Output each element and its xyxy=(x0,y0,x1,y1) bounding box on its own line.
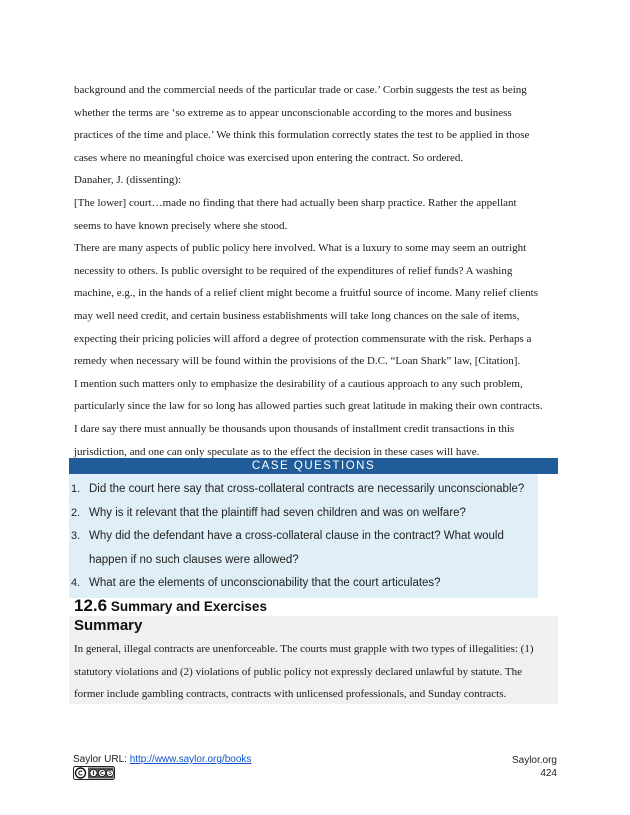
saylor-books-link[interactable]: http://www.saylor.org/books xyxy=(129,754,252,765)
footer-right xyxy=(512,754,557,780)
paragraph-line: I mention such matters only to emphasize the desirability of a cautious approach to any such problem, xyxy=(74,377,523,390)
summary-line: former include gambling contracts, contracts with unlicensed professionals, and Sunday contracts. xyxy=(74,688,507,700)
paragraph-line: jurisdiction, and one can only speculate as to the effect the decision in these cases will have. xyxy=(74,445,480,458)
footer-site: Saylor.org xyxy=(511,755,557,766)
question-text: happen if no such clauses were allowed? xyxy=(89,553,299,566)
summary-line: statutory violations and (2) violations of public policy not expressly declared unlawful by statute. The xyxy=(74,665,522,678)
paragraph-line: There are many aspects of public policy here involved. What is a luxury to some may seem an outright xyxy=(74,242,527,255)
paragraph-line: practices of the time and place.’ We think this formulation correctly states the test to be applied in those xyxy=(74,129,530,142)
question-item-continuation xyxy=(69,549,538,573)
question-item xyxy=(69,478,538,502)
question-number: 1. xyxy=(71,483,81,495)
section-title: Summary and Exercises xyxy=(110,599,267,614)
question-text: What are the elements of unconscionability that the court articulates? xyxy=(89,577,441,589)
paragraph-line: particularly since the law for so long has allowed parties such great latitude in making their own contracts. xyxy=(74,400,543,413)
question-item xyxy=(69,502,538,526)
question-item xyxy=(69,572,538,596)
opinion-text xyxy=(74,79,560,463)
case-questions-box xyxy=(69,458,558,598)
page-number: 424 xyxy=(540,768,557,779)
case-questions-list xyxy=(69,478,538,596)
question-item xyxy=(69,525,538,549)
summary-text xyxy=(74,638,556,706)
footer-url xyxy=(73,754,251,765)
section-heading xyxy=(74,596,267,616)
paragraph-line: may well need credit, and certain business establishments will take long chances on the sale of items, xyxy=(74,309,520,322)
paragraph-line: expecting their pricing policies will afford a degree of protection commensurate with the risk. Perhaps a xyxy=(74,332,532,345)
paragraph-line: seems to have known precisely where she stood. xyxy=(74,219,288,232)
paragraph-line: I dare say there must annually be thousands upon thousands of installment credit transactions in this xyxy=(74,422,515,435)
question-number: 3. xyxy=(71,530,81,542)
paragraph-line: background and the commercial needs of the particular trade or case.’ Corbin suggests the test as being xyxy=(74,84,527,96)
paragraph-line: remedy when necessary will be found within the provisions of the D.C. “Loan Shark” law, [Citation]. xyxy=(74,355,521,368)
summary-heading: Summary xyxy=(74,617,143,634)
question-number: 2. xyxy=(71,506,81,519)
creative-commons-license-icon[interactable] xyxy=(73,766,115,780)
paragraph-line: necessity to others. Is public oversight to be required of the expenditures of relief funds? A washing xyxy=(74,264,513,277)
question-text: Did the court here say that cross-collateral contracts are necessarily unconscionable? xyxy=(89,483,525,495)
question-text: Why did the defendant have a cross-collateral clause in the contract? What would xyxy=(89,530,504,542)
case-questions-body xyxy=(69,474,538,598)
paragraph-line: machine, e.g., in the hands of a relief client might become a fruitful source of income. Many relief clients xyxy=(74,287,538,300)
footer-url-label: Saylor URL: xyxy=(73,754,130,765)
question-text: Why is it relevant that the plaintiff had seven children and was on welfare? xyxy=(89,506,466,519)
summary-box xyxy=(69,616,558,704)
question-number: 4. xyxy=(71,577,81,589)
section-number: 12.6 xyxy=(74,596,108,615)
paragraph-line: whether the terms are ‘so extreme as to appear unconscionable according to the mores and business xyxy=(74,106,512,119)
case-questions-header: CASE QUESTIONS xyxy=(69,458,558,474)
summary-line: In general, illegal contracts are unenforceable. The courts must grapple with two types of illegalities: (1) xyxy=(74,643,534,655)
dissent-heading: Danaher, J. (dissenting): xyxy=(74,174,182,187)
paragraph-line: cases where no meaningful choice was exercised upon entering the contract. So ordered. xyxy=(74,151,464,164)
paragraph-line: [The lower] court…made no finding that there had actually been sharp practice. Rather the appellant xyxy=(74,196,517,209)
